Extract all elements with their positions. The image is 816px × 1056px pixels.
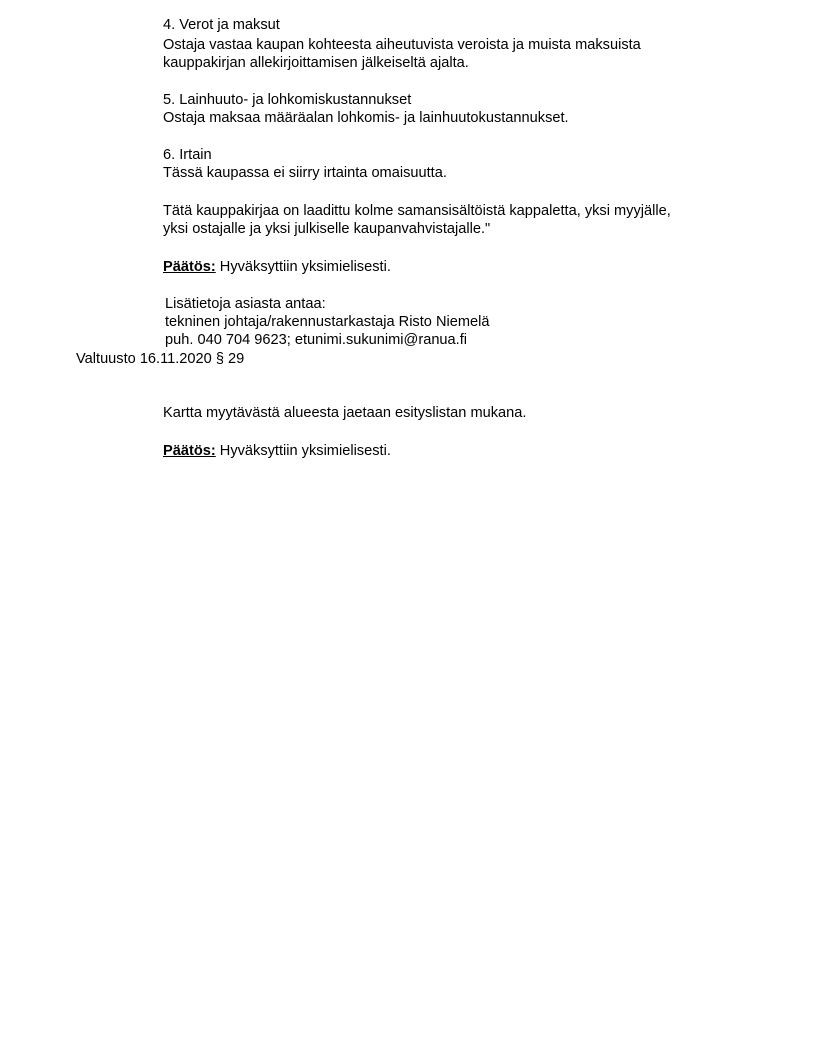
map-note: Kartta myytävästä alueesta jaetaan esityslistan mukana. xyxy=(163,405,527,421)
decision-1 xyxy=(163,259,391,276)
decision-2-text: Hyväksyttiin yksimielisesti. xyxy=(215,443,391,459)
contact-line-1: Lisätietoja asiasta antaa: xyxy=(165,296,326,312)
section-4-text-line-1: Ostaja vastaa kaupan kohteesta aiheutuvista veroista ja muista maksuista xyxy=(163,37,641,53)
council-meeting-heading: Valtuusto 16.11.2020 § 29 xyxy=(76,351,245,367)
contact-line-2: tekninen johtaja/rakennustarkastaja Risto Niemelä xyxy=(165,314,490,330)
section-6-text-line-1: Tässä kaupassa ei siirry irtainta omaisuutta. xyxy=(163,165,447,181)
section-4-heading: 4. Verot ja maksut xyxy=(163,17,280,33)
decision-2 xyxy=(163,443,391,460)
decision-1-text: Hyväksyttiin yksimielisesti. xyxy=(215,259,391,275)
section-6-heading: 6. Irtain xyxy=(163,147,212,163)
decision-1-label: Päätös: xyxy=(163,259,216,275)
section-5-text-line-1: Ostaja maksaa määräalan lohkomis- ja lainhuutokustannukset. xyxy=(163,110,569,126)
copies-text-line-1: Tätä kauppakirjaa on laadittu kolme samansisältöistä kappaletta, yksi myyjälle, xyxy=(163,203,671,219)
section-4-text-line-2: kauppakirjan allekirjoittamisen jälkeiseltä ajalta. xyxy=(163,55,469,71)
decision-2-label: Päätös: xyxy=(163,443,216,459)
contact-line-3: puh. 040 704 9623; etunimi.sukunimi@ranua.fi xyxy=(165,332,468,348)
section-5-heading: 5. Lainhuuto- ja lohkomiskustannukset xyxy=(163,92,412,108)
copies-text-line-2: yksi ostajalle ja yksi julkiselle kaupanvahvistajalle." xyxy=(163,221,491,237)
